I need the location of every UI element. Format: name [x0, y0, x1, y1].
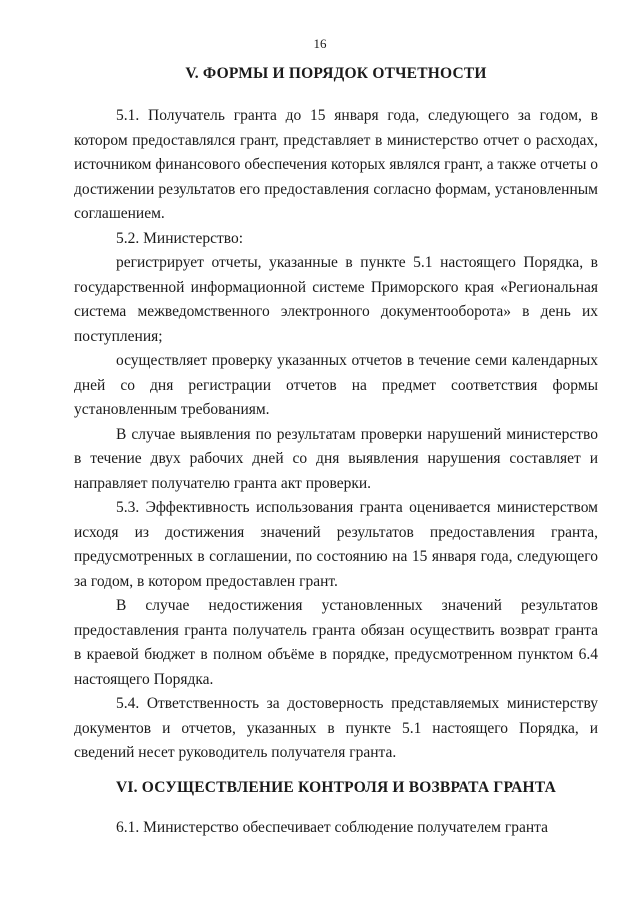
paragraph-6-1: 6.1. Министерство обеспечивает соблюдение получателем гранта: [116, 818, 548, 836]
paragraph-5-3-return: В случае недостижения установленных значений результатов предоставления гранта получатель гранта обязан осуществить возврат гранта в краевой бюджет в полном объёме в порядке, предусмотренном пунктом 6.4 настоящего Порядка.: [74, 597, 598, 688]
section-6-heading: VI. ОСУЩЕСТВЛЕНИЕ КОНТРОЛЯ И ВОЗВРАТА ГРАНТА: [116, 778, 556, 796]
paragraph-5-1: 5.1. Получатель гранта до 15 января года, следующего за годом, в котором предоставлялся грант, представляет в министерство отчет о расходах, источником финансового обеспечения которых являлся грант, а также отчеты о достижении результатов его предоставления согласно формам, установленным соглашением.: [74, 107, 598, 222]
paragraph-5-2-violations: В случае выявления по результатам проверки нарушений министерство в течение двух рабочих дней со дня выявления нарушения составляет и направляет получателю гранта акт проверки.: [74, 425, 598, 492]
paragraph-5-2: 5.2. Министерство:: [116, 229, 243, 247]
paragraph-5-2-verify: осуществляет проверку указанных отчетов в течение семи календарных дней со дня регистрации отчетов на предмет соответствия формы установленным требованиям.: [74, 352, 598, 418]
page-number: 16: [313, 36, 327, 51]
section-5-heading: V. ФОРМЫ И ПОРЯДОК ОТЧЕТНОСТИ: [185, 65, 487, 82]
paragraph-5-4: 5.4. Ответственность за достоверность представляемых министерству документов и отчетов, указанных в пункте 5.1 настоящего Порядка, и сведений несет руководитель получателя гранта.: [74, 695, 598, 761]
paragraph-5-3: 5.3. Эффективность использования гранта оценивается министерством исходя из достижения значений результатов предоставления гранта, предусмотренных в соглашении, по состоянию на 15 января года, следующего за годом, в котором предоставлен грант.: [74, 499, 598, 590]
document-body: [74, 60, 598, 840]
paragraph-5-2-register: регистрирует отчеты, указанные в пункте 5.1 настоящего Порядка, в государственной информационной системе Приморского края «Региональная система межведомственного электронного документооборота» в день их поступления;: [74, 254, 598, 345]
